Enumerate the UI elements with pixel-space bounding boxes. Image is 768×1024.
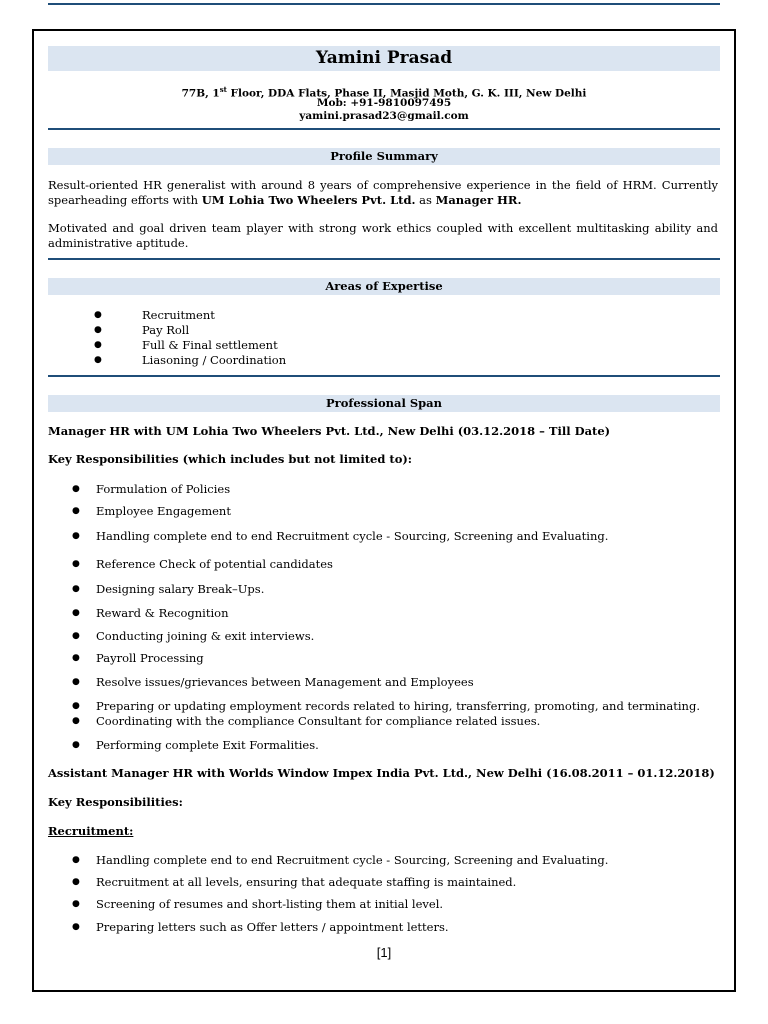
list-item: Screening of resumes and short-listing them at initial level.: [96, 897, 444, 911]
list-bullet: ●: [72, 531, 80, 541]
job2-responsibilities-heading: Key Responsibilities:: [48, 795, 183, 809]
address-line: 77B, 1st Floor, DDA Flats, Phase II, Masjid Moth, G. K. III, New Delhi: [181, 85, 587, 100]
list-bullet: ●: [72, 559, 80, 569]
list-bullet: ●: [72, 740, 80, 750]
profile-paragraph-1: Result-oriented HR generalist with around 8 years of comprehensive experience in the field of HRM. Currently spearheading efforts with UM Lohia Two Wheelers Pvt. Ltd. as Manager HR.: [48, 178, 718, 207]
list-item: Designing salary Break–Ups.: [96, 582, 265, 596]
list-bullet: ●: [94, 340, 102, 350]
list-bullet: ●: [72, 922, 80, 932]
job1-responsibilities-heading: Key Responsibilities (which includes but not limited to):: [48, 452, 413, 466]
list-item: Handling complete end to end Recruitment cycle - Sourcing, Screening and Evaluating.: [96, 853, 609, 867]
top-rule: [48, 3, 720, 5]
list-bullet: ●: [94, 355, 102, 365]
header-divider: [48, 128, 720, 130]
list-bullet: ●: [94, 325, 102, 335]
list-item: Recruitment: [142, 308, 215, 322]
list-bullet: ●: [72, 584, 80, 594]
job2-title: Assistant Manager HR with Worlds Window Impex India Pvt. Ltd., New Delhi (16.08.2011 – 01.12.2018): [48, 766, 715, 780]
list-item: Pay Roll: [142, 323, 190, 337]
list-bullet: ●: [72, 677, 80, 687]
list-item: Formulation of Policies: [96, 482, 231, 496]
list-bullet: ●: [72, 484, 80, 494]
list-item: Reward & Recognition: [96, 606, 229, 620]
page-number: [1]: [376, 945, 392, 960]
list-bullet: ●: [72, 608, 80, 618]
profile-paragraph-2: Motivated and goal driven team player with strong work ethics coupled with excellent multitasking ability and administrative aptitude.: [48, 221, 718, 250]
list-item: Preparing letters such as Offer letters / appointment letters.: [96, 920, 449, 934]
list-item: Reference Check of potential candidates: [96, 557, 333, 571]
list-item: Liasoning / Coordination: [142, 353, 287, 367]
list-item: Employee Engagement: [96, 504, 231, 518]
job1-title: Manager HR with UM Lohia Two Wheelers Pvt. Ltd., New Delhi (03.12.2018 – Till Date): [48, 424, 611, 438]
profile-divider: [48, 258, 720, 260]
list-bullet: ●: [72, 506, 80, 516]
profile-summary-heading: Profile Summary: [48, 148, 720, 165]
list-item: Preparing or updating employment records related to hiring, transferring, promoting, and terminating.: [96, 699, 700, 713]
list-item: Coordinating with the compliance Consultant for compliance related issues.: [96, 714, 541, 728]
list-item: Conducting joining & exit interviews.: [96, 629, 315, 643]
list-bullet: ●: [72, 631, 80, 641]
expertise-heading: Areas of Expertise: [48, 278, 720, 295]
mobile-line: Mob: +91-9810097495: [316, 97, 452, 109]
list-item: Recruitment at all levels, ensuring that adequate staffing is maintained.: [96, 875, 517, 889]
expertise-divider: [48, 375, 720, 377]
professional-span-heading: Professional Span: [48, 395, 720, 412]
list-bullet: ●: [72, 899, 80, 909]
list-bullet: ●: [72, 653, 80, 663]
list-bullet: ●: [72, 877, 80, 887]
list-bullet: ●: [94, 310, 102, 320]
list-bullet: ●: [72, 855, 80, 865]
email-line[interactable]: yamini.prasad23@gmail.com: [299, 110, 469, 122]
list-item: Resolve issues/grievances between Management and Employees: [96, 675, 474, 689]
list-item: Performing complete Exit Formalities.: [96, 738, 319, 752]
list-item: Full & Final settlement: [142, 338, 278, 352]
list-bullet: ●: [72, 716, 80, 726]
candidate-name: Yamini Prasad: [315, 48, 453, 68]
list-item: Payroll Processing: [96, 651, 204, 665]
list-bullet: ●: [72, 701, 80, 711]
recruitment-subheading: Recruitment:: [48, 824, 134, 838]
list-item: Handling complete end to end Recruitment cycle - Sourcing, Screening and Evaluating.: [96, 529, 609, 543]
name-band: [48, 46, 720, 71]
